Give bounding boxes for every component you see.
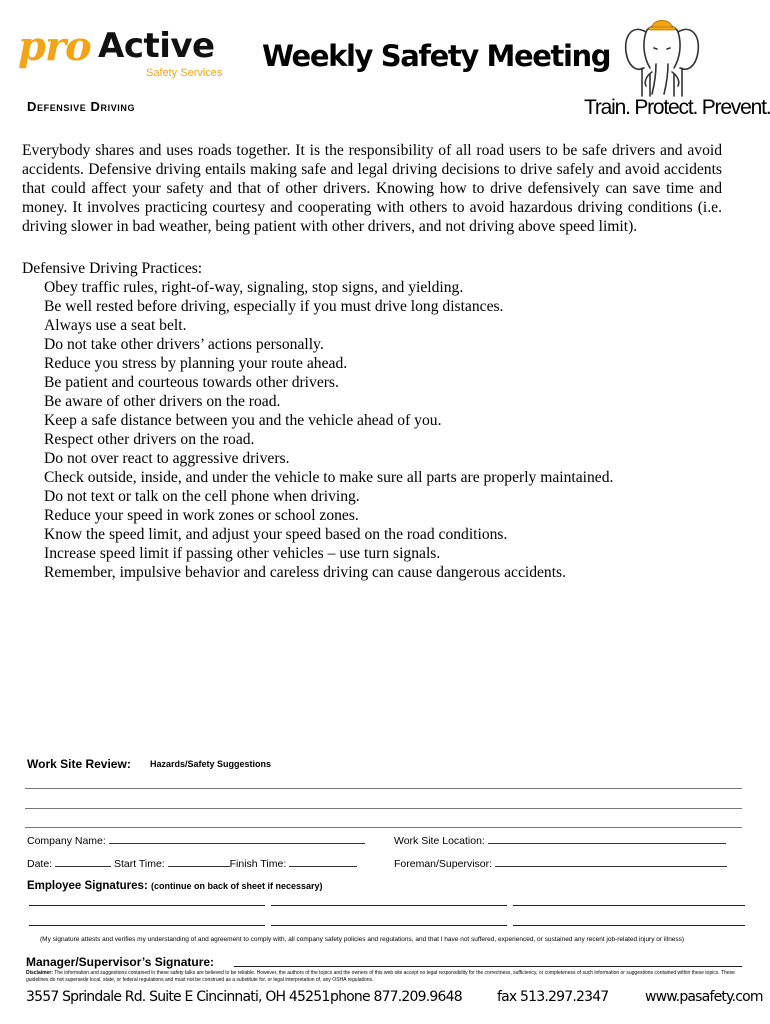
list-item: Respect other drivers on the road. <box>44 431 255 448</box>
employee-signature-line[interactable] <box>271 925 507 926</box>
proactive-logo <box>18 22 228 92</box>
page-title: Weekly Safety Meeting <box>262 39 611 73</box>
list-item: Check outside, inside, and under the vehicle to make sure all parts are properly maintained. <box>44 469 614 486</box>
hazards-line-1[interactable] <box>25 788 742 789</box>
date-label: Date: <box>27 858 53 870</box>
logo-services-text: Safety Services <box>146 67 223 79</box>
finish-time-label: Finish Time: <box>229 858 287 870</box>
company-name-label: Company Name: <box>27 835 106 847</box>
start-time-label: Start Time: <box>113 858 165 870</box>
work-site-location-input[interactable] <box>488 834 726 844</box>
logo-pro-text: pro <box>18 23 91 70</box>
employee-signatures-text: Employee Signatures: <box>27 880 148 892</box>
continue-note: (continue on back of sheet if necessary) <box>151 881 323 891</box>
employee-signature-line[interactable] <box>29 905 265 906</box>
disclaimer-text: The information and suggestions contained in these safety talks are believed to be reliable. However, the authors of the topics and the owners of this web site accept no legal responsibility for the correctness, sufficiency, or completeness of such information or suggestions contained within these topics. These guidelines do not supersede local, state, or federal regulations and must not be construed as a substitute for, or legal interpretation of, any OSHA regulations. <box>26 970 735 983</box>
employee-signatures-label <box>27 878 323 894</box>
hazards-line-3[interactable] <box>25 827 742 828</box>
work-site-location-label: Work Site Location: <box>394 835 485 847</box>
date-input[interactable] <box>55 857 111 867</box>
hazards-line-2[interactable] <box>25 808 742 809</box>
elephant-icon <box>622 14 702 98</box>
foreman-input[interactable] <box>495 857 727 867</box>
list-item: Be patient and courteous towards other drivers. <box>44 374 339 391</box>
tagline: Train. Protect. Prevent. <box>584 96 770 119</box>
section-title: Defensive Driving <box>27 99 136 114</box>
attestation-text: (My signature attests and verifies my understanding of and agreement to comply with, all company safety policies and regulations, and that I have not suffered, experienced, or sustained any recent job-related injury or illness) <box>40 936 685 943</box>
intro-paragraph: Everybody shares and uses roads together. It is the responsibility of all road users to be safe drivers and avoid accidents. Defensive driving entails making safe and legal driving decisions to drive safely and avoid accidents that could affect your safety and that of other drivers. Knowing how to drive defensively can save time and money. It involves practicing courtesy and cooperating with others to avoid hazardous driving conditions (i.e. driving slower in bad weather, being patient with other drivers, and not driving above speed limit). <box>22 142 722 235</box>
disclaimer <box>26 970 742 984</box>
practices-list <box>44 278 613 582</box>
employee-signature-line[interactable] <box>513 905 745 906</box>
list-item: Be well rested before driving, especially if you must drive long distances. <box>44 298 504 315</box>
company-name-input[interactable] <box>109 834 365 844</box>
list-item: Reduce you stress by planning your route ahead. <box>44 355 348 372</box>
list-item: Increase speed limit if passing other vehicles – use turn signals. <box>44 545 441 562</box>
list-item: Do not over react to aggressive drivers. <box>44 450 290 467</box>
date-field[interactable] <box>27 857 357 871</box>
list-item: Keep a safe distance between you and the vehicle ahead of you. <box>44 412 442 429</box>
list-item: Be aware of other drivers on the road. <box>44 393 281 410</box>
employee-signature-line[interactable] <box>513 925 745 926</box>
footer-fax: fax 513.297.2347 <box>497 989 609 1005</box>
list-item: Obey traffic rules, right-of-way, signaling, stop signs, and yielding. <box>44 279 464 296</box>
foreman-label: Foreman/Supervisor: <box>394 858 493 870</box>
work-site-location-field[interactable] <box>394 834 726 848</box>
footer-phone: phone 877.209.9648 <box>330 989 462 1005</box>
manager-signature-input[interactable] <box>234 966 742 967</box>
work-site-review-label: Work Site Review: <box>27 757 131 771</box>
list-item: Do not take other drivers’ actions personally. <box>44 336 324 353</box>
company-name-field[interactable] <box>27 834 365 848</box>
manager-signature-label: Manager/Supervisor’s Signature: <box>26 955 215 969</box>
list-item: Know the speed limit, and adjust your speed based on the road conditions. <box>44 526 508 543</box>
footer-website[interactable]: www.pasafety.com <box>645 989 763 1005</box>
start-time-input[interactable] <box>168 857 230 867</box>
logo-active-text: Active <box>98 26 215 66</box>
finish-time-input[interactable] <box>289 857 357 867</box>
hazards-label: Hazards/Safety Suggestions <box>150 759 272 769</box>
list-item: Remember, impulsive behavior and careless driving can cause dangerous accidents. <box>44 564 567 581</box>
disclaimer-label: Disclaimer: <box>26 970 53 976</box>
employee-signature-line[interactable] <box>29 925 265 926</box>
footer-address: 3557 Sprindale Rd. Suite E Cincinnati, OH 45251 <box>26 989 330 1005</box>
employee-signature-line[interactable] <box>271 905 507 906</box>
list-item: Always use a seat belt. <box>44 317 187 334</box>
list-item: Do not text or talk on the cell phone when driving. <box>44 488 360 505</box>
list-item: Reduce your speed in work zones or school zones. <box>44 507 359 524</box>
foreman-field[interactable] <box>394 857 727 871</box>
practices-label: Defensive Driving Practices: <box>22 260 203 277</box>
